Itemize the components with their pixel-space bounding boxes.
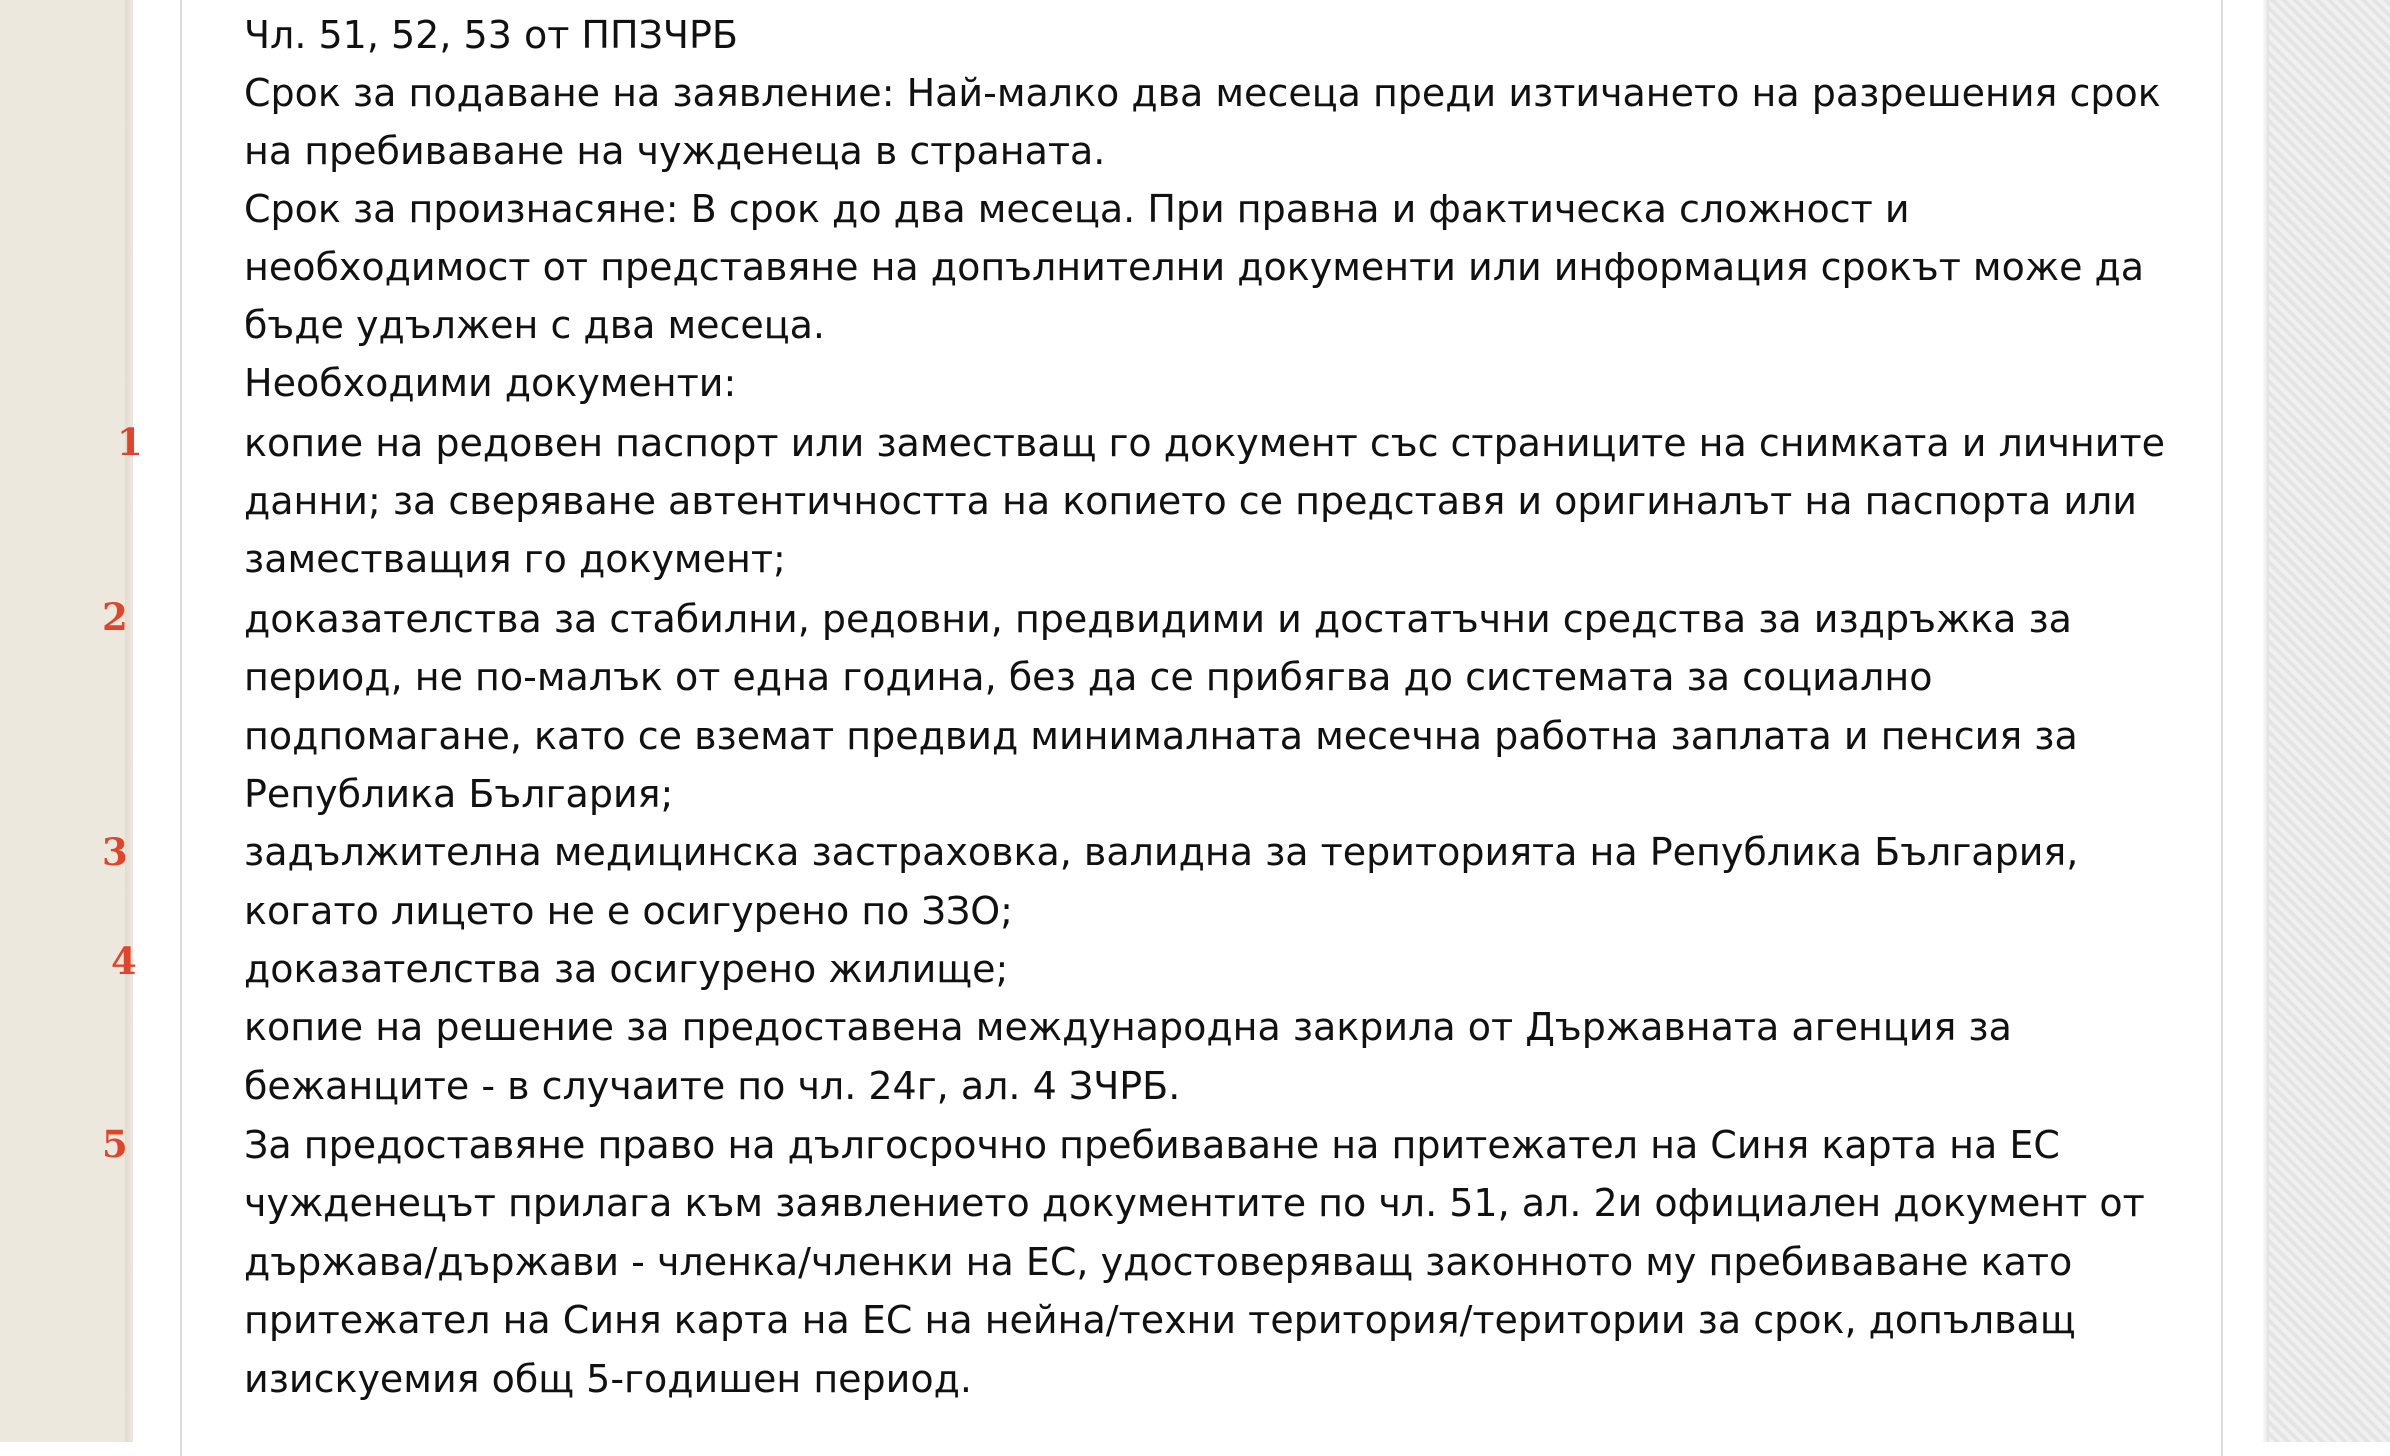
document-5-line-3: държава/държави - членка/членки на ЕС, удостоверяващ законното му пребиваване като (244, 1240, 2073, 1284)
document-5-line-1: За предоставяне право на дългосрочно пребиваване на притежател на Синя карта на ЕС (244, 1123, 2060, 1167)
margin-marker-3: 3 (102, 830, 128, 874)
required-documents-heading: Необходими документи: (244, 361, 737, 405)
document-extra-line-1: копие на решение за предоставена международна закрила от Държавната агенция за (244, 1005, 2012, 1049)
application-deadline-line-1: Срок за подаване на заявление: Най-малко два месеца преди изтичането на разрешения срок (244, 71, 2161, 115)
document-4-line-1: доказателства за осигурено жилище; (244, 947, 1009, 991)
decision-deadline-line-1: Срок за произнасяне: В срок до два месеца. При правна и фактическа сложност и (244, 187, 1910, 231)
left-margin-edge (125, 0, 133, 1442)
document-5-line-2: чужденецът прилага към заявлението документите по чл. 51, ал. 2и официален документ от (244, 1181, 2145, 1225)
document-3-line-1: задължителна медицинска застраховка, валидна за територията на Република България, (244, 830, 2079, 874)
document-5-line-5: изискуемия общ 5-годишен период. (244, 1357, 972, 1401)
document-extra-line-2: бежанците - в случаите по чл. 24г, ал. 4 ЗЧРБ. (244, 1064, 1181, 1108)
margin-marker-2: 2 (102, 595, 128, 639)
document-2-line-4: Република България; (244, 772, 674, 816)
application-deadline-line-2: на пребиваване на чужденеца в страната. (244, 129, 1106, 173)
margin-marker-4: 4 (111, 939, 137, 983)
margin-marker-1: 1 (117, 420, 143, 464)
document-1-line-3: заместващия го документ; (244, 537, 786, 581)
right-margin-edge (2262, 0, 2269, 1442)
document-2-line-3: подпомагане, като се вземат предвид минималната месечна работна заплата и пенсия за (244, 714, 2078, 758)
left-margin (0, 0, 133, 1442)
legal-reference: Чл. 51, 52, 53 от ППЗЧРБ (244, 13, 738, 57)
decision-deadline-line-2: необходимост от представяне на допълнителни документи или информация срокът може да (244, 245, 2145, 289)
margin-marker-5: 5 (102, 1122, 128, 1166)
right-margin (2269, 0, 2390, 1442)
document-2-line-2: период, не по-малък от една година, без да се прибягва до системата за социално (244, 655, 1933, 699)
document-1-line-1: копие на редовен паспорт или заместващ го документ със страниците на снимката и личните (244, 421, 2165, 465)
document-1-line-2: данни; за сверяване автентичността на копието се представя и оригиналът на паспорта или (244, 479, 2138, 523)
document-5-line-4: притежател на Синя карта на ЕС на нейна/техни територия/територии за срок, допълващ (244, 1298, 2076, 1342)
decision-deadline-line-3: бъде удължен с два месеца. (244, 303, 826, 347)
document-2-line-1: доказателства за стабилни, редовни, предвидими и достатъчни средства за издръжка за (244, 597, 2072, 641)
document-3-line-2: когато лицето не е осигурено по ЗЗО; (244, 889, 1013, 933)
